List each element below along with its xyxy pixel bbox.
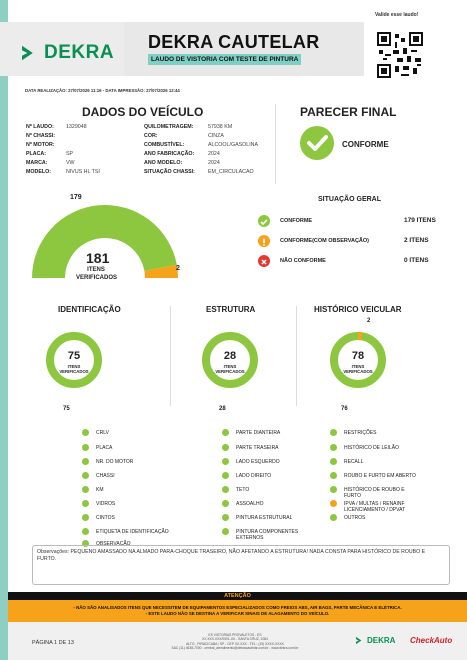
logo-text: DEKRA — [44, 42, 115, 63]
vehicle-field-value: 1329048 — [66, 124, 87, 130]
footer-address-line: SAC (11) 4638-7000 - central_atendimento@dekracautelar.com.br - www.dekra.com.br — [171, 646, 299, 651]
status-dot — [222, 444, 229, 451]
group-divider — [296, 306, 297, 406]
check-item-label: ETIQUETA DE IDENTIFICAÇÃO — [96, 529, 169, 535]
footer-address-line: ES VISTORIAS PROVALETOS - ES — [208, 633, 262, 637]
check-item-label: PINTURA ESTRUTURAL — [236, 515, 293, 521]
vehicle-field-label: ANO FABRICAÇÃO: — [144, 151, 195, 157]
status-dot — [330, 472, 337, 479]
check-item-label: TETO — [236, 487, 250, 493]
check-item-label: RESTRIÇÕES — [344, 430, 377, 436]
vehicle-field-label: COMBUSTÍVEL: — [144, 142, 185, 148]
vehicle-field-label: Nº LAUDO: — [26, 124, 54, 130]
check-item-label: ROUBO E FURTO EM ABERTO — [344, 473, 416, 479]
close-icon — [258, 255, 270, 267]
conforme-check-icon — [258, 215, 270, 227]
status-dot — [330, 486, 337, 493]
check-item-label: NR. DO MOTOR — [96, 459, 134, 465]
final-verdict-title: PARECER FINAL — [300, 105, 397, 119]
attention-line: - ESTE LAUDO NÃO SE DESTINA A VERIFICAR SINAIS DE ALAGAMENTO DO VEÍCULO. — [145, 611, 330, 616]
page-number: PÁGINA 1 DE 13 — [32, 640, 74, 646]
check-item-label: LADO ESQUERDO — [236, 459, 280, 465]
vehicle-field-label: MODELO: — [26, 169, 52, 175]
check-item-label: CHASSI — [96, 473, 115, 479]
footer-dekra-text: DEKRA — [367, 636, 396, 645]
check-icon — [300, 126, 334, 160]
status-dot — [82, 444, 89, 451]
validate-text: Valide esse laudo! — [375, 12, 419, 18]
group-title-estrutura: ESTRUTURA — [206, 305, 256, 314]
checkauto-logo: CheckAuto — [410, 636, 453, 645]
vehicle-field-label: COR: — [144, 133, 158, 139]
status-dot — [222, 429, 229, 436]
vehicle-field-label: Nº MOTOR: — [26, 142, 55, 148]
donut-total: 78 — [351, 350, 365, 362]
status-dot — [222, 528, 229, 535]
dekra-logo-icon — [356, 636, 365, 645]
vehicle-field-value: VW — [66, 160, 75, 166]
check-item-label: HISTÓRICO DE LEILÃO — [344, 445, 400, 451]
attention-title: ATENÇÃO — [8, 592, 467, 600]
check-item-label: ASSOALHO — [236, 501, 264, 507]
situation-label: CONFORME — [280, 218, 313, 224]
donut-label: ITENS VERIFICADOS — [59, 364, 89, 374]
final-verdict-result: CONFORME — [342, 140, 389, 149]
vehicle-field-value: EM_CIRCULACAO — [208, 169, 254, 175]
status-dot — [82, 528, 89, 535]
vehicle-field-value: 2024 — [208, 151, 220, 157]
status-dot — [82, 472, 89, 479]
situation-label: CONFORME(COM OBSERVAÇÃO) — [280, 238, 370, 244]
group-title-historico: HISTÓRICO VEICULAR — [314, 305, 402, 314]
gauge-total: 181 — [86, 250, 110, 266]
check-item-label: PARTE TRASEIRA — [236, 445, 279, 451]
attention-line: - NÃO SÃO ANALISADOS ITENS QUE NECESSITEM DE EQUIPAMENTOS ESPECIALIZADOS COMO FREIOS ABS, AIR BAGS, PARTE MECÂNICA E ELÉTRICA. — [73, 605, 402, 610]
check-item-label: PINTURA COMPONENTES EXTERNOS — [236, 529, 299, 541]
check-item-label: PARTE DIANTEIRA — [236, 430, 281, 436]
status-dot — [330, 514, 337, 521]
check-item-label: RECALL — [344, 459, 364, 465]
gauge-conforme-count: 179 — [70, 194, 82, 201]
section-divider — [275, 104, 276, 184]
vehicle-field-label: ANO MODELO: — [144, 160, 183, 166]
footer-address — [160, 633, 310, 651]
donut-label: ITENS VERIFICADOS — [215, 364, 245, 374]
vehicle-field-label: QUILOMETRAGEM: — [144, 124, 194, 130]
status-dot — [222, 514, 229, 521]
footer-address-line: ALTO - PIRACICABA / SP - CEP XX.XXX - TEL.: (19) XXXX-XXXX — [186, 641, 284, 646]
gauge-total-label: ITENS VERIFICADOS — [76, 267, 118, 281]
check-item-label: IPVA / MULTAS / RENAINF LICENCIAMENTO / DPVAT — [344, 501, 406, 513]
vehicle-field-value: 2024 — [208, 160, 220, 166]
donut-bottom-count: 75 — [63, 406, 70, 412]
observations-box: Observações: PEQUENO AMASSADO NA ALMADO PARA-CHOQUE TRASEIRO, NÃO AFETANDO A ESTRUTURA! NADA CONSTA PARA HISTÓRICO DE ROUBO E FURTO. — [32, 545, 450, 585]
vehicle-field-value: CINZA — [208, 133, 224, 139]
page-title: DEKRA CAUTELAR — [148, 32, 320, 52]
status-dot — [330, 500, 337, 507]
status-dot — [82, 514, 89, 521]
check-item-label: HISTÓRICO DE ROUBO E FURTO — [344, 487, 405, 499]
donut-top-count: 2 — [367, 318, 371, 324]
status-dot — [222, 500, 229, 507]
status-dot — [82, 500, 89, 507]
group-divider — [170, 306, 171, 406]
vehicle-field-value: ALCOOL/GASOLINA — [208, 142, 259, 148]
group-title-identificacao: IDENTIFICAÇÃO — [58, 305, 121, 314]
situation-label: NÃO CONFORME — [280, 258, 326, 264]
vehicle-field-value: 57938 KM — [208, 124, 233, 130]
check-item-label: CRLV — [96, 430, 109, 436]
status-dot — [330, 444, 337, 451]
report-dates: DATA REALIZAÇÃO: 27/07/2026 11:16 - DATA IMPRESSÃO: 27/07/2026 12:44 — [25, 88, 180, 93]
donut-total: 75 — [67, 350, 81, 362]
status-dot — [82, 429, 89, 436]
page-subtitle: LAUDO DE VISTORIA COM TESTE DE PINTURA — [148, 54, 301, 65]
donut-label: ITENS VERIFICADOS — [343, 364, 373, 374]
situation-count: 2 ITENS — [404, 237, 429, 244]
check-item-label: OBSERVAÇÃO — [96, 541, 131, 547]
status-dot — [330, 429, 337, 436]
vehicle-field-label: PLACA: — [26, 151, 47, 157]
status-dot — [82, 486, 89, 493]
gauge-observation-count: 2 — [176, 265, 180, 272]
check-item-label: VIDROS — [96, 501, 116, 507]
general-situation-title: SITUAÇÃO GERAL — [318, 196, 381, 203]
status-dot — [330, 458, 337, 465]
situation-count: 179 ITENS — [404, 217, 436, 224]
attention-notes — [8, 600, 467, 622]
check-item-label: PLACA — [96, 445, 113, 451]
status-dot — [82, 458, 89, 465]
donut-bottom-count: 76 — [341, 406, 348, 412]
vehicle-field-label: Nº CHASSI: — [26, 133, 56, 139]
footer-address-line: XX.XXX.XXX/0001-XX - SANTA CRUZ, 1084 — [202, 637, 268, 642]
vehicle-field-label: MARCA: — [26, 160, 48, 166]
dekra-logo-icon — [22, 44, 40, 62]
status-dot — [222, 486, 229, 493]
side-accent-bar — [0, 0, 8, 660]
check-item-label: OUTROS — [344, 515, 366, 521]
situation-count: 0 ITENS — [404, 257, 429, 264]
vehicle-field-label: SITUAÇÃO CHASSI: — [144, 169, 195, 175]
check-item-label: CINTOS — [96, 515, 115, 521]
check-item-label: KM — [96, 487, 104, 493]
check-item-label: LADO DIREITO — [236, 473, 272, 479]
vehicle-field-value: SP — [66, 151, 74, 157]
donut-total: 28 — [223, 350, 237, 362]
footer-dekra-logo — [356, 636, 395, 645]
vehicle-field-value: NIVUS HL TSI — [66, 169, 100, 175]
vehicle-data-title: DADOS DO VEÍCULO — [82, 105, 204, 119]
dekra-logo — [22, 42, 114, 64]
donut-bottom-count: 28 — [219, 406, 226, 412]
warning-icon — [258, 235, 270, 247]
qr-code-icon[interactable] — [377, 32, 423, 78]
status-dot — [222, 472, 229, 479]
status-dot — [222, 458, 229, 465]
